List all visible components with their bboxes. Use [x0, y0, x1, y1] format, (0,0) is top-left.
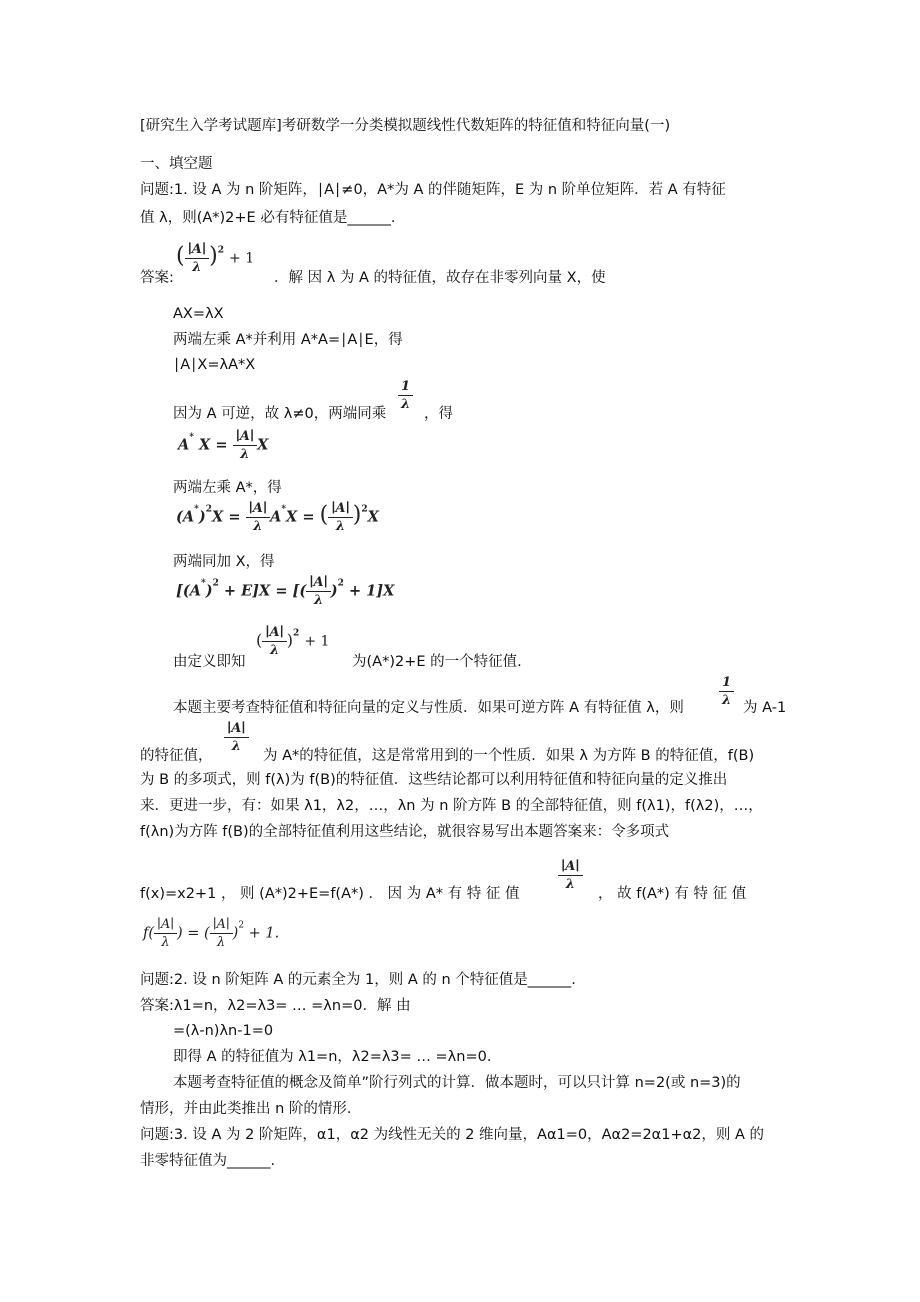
plus-one: + 1	[304, 633, 330, 650]
q1-answer-formula: ( $\frac{∣A∣}{\lambda}$ )$^2$ + 1	[176, 242, 255, 275]
one-over-lambda-2	[719, 676, 734, 707]
eq-part: + 1]X	[348, 582, 395, 600]
equation-bracket: $[(A^*)^2 + E]X$ = [( $\frac{∣A∣}{\lambda}$ )$^2$ + 1]X	[176, 575, 395, 608]
eq-part: [(A	[176, 582, 201, 600]
eq-part: + 1.	[248, 925, 280, 942]
frac-num: ∣A∣	[306, 576, 331, 592]
eq-part: ) = (	[177, 925, 210, 942]
q1-comment-2b: 为 A*的特征值，这是常常用到的一个性质．如果 λ 为方阵 B 的特征值，f(B)	[263, 748, 755, 764]
eq-part: =	[302, 508, 315, 526]
eq-part: A	[270, 508, 282, 526]
q2-comment-1: 本题考查特征值的概念及简单”阶行列式的计算．做本题时，可以只计算 n=2(或 n=3)的	[173, 1075, 741, 1091]
eq-part: (A	[176, 508, 195, 526]
frac-den: λ	[161, 935, 170, 950]
frac-num: ∣A∣	[233, 430, 258, 446]
eq-part: X	[367, 508, 379, 526]
frac-num: ∣A∣	[210, 918, 233, 934]
equation-ast-x: A* X = $\frac{∣A∣}{\lambda}$ X	[178, 429, 269, 462]
exponent: 2	[337, 578, 344, 589]
q1-step-2: 两端左乘 A*并利用 A*A=∣A∣E，得	[173, 332, 403, 348]
exponent: 2	[361, 504, 368, 515]
frac-den: λ	[400, 397, 411, 412]
q1-comment-3: 为 B 的多项式，则 f(λ)为 f(B)的特征值．这些结论都可以利用特征值和特征向量的定义推出	[140, 772, 728, 788]
frac-num: ∣A∣	[262, 626, 287, 642]
frac-den: λ	[313, 593, 324, 608]
q1-comment-5: f(λn)为方阵 f(B)的全部特征值利用这些结论，就很容易写出本题答案来：令多项式	[140, 824, 670, 840]
absA-over-lambda-2	[558, 860, 583, 891]
exponent: 2	[217, 245, 224, 256]
eq-part: A	[178, 436, 190, 454]
q1-comment-1b: 为 A-1	[743, 700, 787, 716]
section-heading: 一、填空题	[140, 156, 213, 172]
q1-step-7-post: 为(A*)2+E 的一个特征值.	[352, 654, 522, 670]
q3-text-line2: 非零特征值为______.	[140, 1153, 276, 1169]
eq-part: )	[330, 582, 338, 600]
eq-part: )	[198, 508, 206, 526]
q2-comment-2: 情形，并由此类推出 n 阶的情形.	[140, 1101, 352, 1117]
q1-step-3: ∣A∣X=λA*X	[173, 357, 256, 373]
exponent: 2	[205, 504, 212, 515]
exponent: 2	[293, 628, 300, 639]
frac-den: λ	[253, 519, 263, 534]
q1-step-7-pre: 由定义即知	[173, 654, 246, 670]
exponent: 2	[238, 920, 245, 931]
frac-num: ∣A∣	[328, 502, 353, 518]
frac-num: ∣A∣	[246, 502, 271, 518]
frac-den: λ	[335, 519, 346, 534]
q1-comment-1a: 本题主要考查特征值和特征向量的定义与性质．如果可逆方阵 A 有特征值 λ，则	[173, 700, 684, 716]
frac-den: λ	[240, 447, 250, 462]
eq-part: X =	[199, 436, 228, 454]
q1-comment-2a: 的特征值，	[140, 748, 213, 764]
q1-conclusion-formula: ( $\frac{∣A∣}{\lambda}$ )$^2$ + 1	[256, 625, 330, 658]
frac-den: λ	[192, 260, 202, 275]
frac-num: 1	[719, 676, 734, 692]
exponent: 2	[212, 578, 219, 589]
frac-den: λ	[217, 935, 226, 950]
equation-f	[143, 918, 279, 949]
q1-step-4: 因为 A 可逆，故 λ≠0，两端同乘	[173, 406, 387, 422]
eq-part: )	[205, 582, 213, 600]
q1-answer-label: 答案:	[140, 270, 174, 286]
q1-step-6: 两端同加 X，得	[173, 554, 275, 570]
absA-over-lambda-1	[224, 722, 249, 753]
q1-step-4-end: ，得	[424, 406, 453, 422]
eq-part: X	[211, 508, 224, 526]
frac-num: ∣A∣	[154, 918, 177, 934]
eq-part: X	[286, 508, 298, 526]
eq-part: X	[257, 436, 269, 454]
q1-text-line2: 值 λ，则(A*)2+E 必有特征值是______.	[140, 210, 396, 226]
frac-den: λ	[269, 643, 280, 658]
q1-text-line1: 问题:1. 设 A 为 n 阶矩阵，∣A∣≠0，A*为 A 的伴随矩阵，E 为 n 阶单位矩阵．若 A 有特征	[140, 182, 726, 198]
frac-num: 1	[398, 380, 413, 396]
q2-step-2: 即得 A 的特征值为 λ1=n，λ2=λ3= … =λn=0.	[173, 1049, 492, 1065]
frac-num: ∣A∣	[224, 722, 249, 738]
q1-comment-6a: f(x)=x2+1 ， 则 (A*)2+E=f(A*) ． 因 为 A* 有 特 征 值	[140, 886, 520, 902]
q2-step-1: =(λ-n)λn-1=0	[173, 1023, 274, 1039]
q2-answer: 答案:λ1=n，λ2=λ3= … =λn=0．解 由	[140, 998, 411, 1014]
q1-step-5: 两端左乘 A*，得	[173, 480, 282, 496]
q1-answer-text: ．解 因 λ 为 A 的特征值，故存在非零列向量 X，使	[274, 270, 606, 286]
page-title: [研究生入学考试题库]考研数学一分类模拟题线性代数矩阵的特征值和特征向量(一)	[140, 118, 671, 134]
q1-step-1: AX=λX	[173, 306, 224, 322]
q1-comment-6b: ， 故 f(A*) 有 特 征 值	[598, 886, 747, 902]
frac-den: λ	[721, 693, 732, 708]
eq-part: f(	[143, 925, 155, 942]
frac-den: λ	[565, 877, 575, 892]
frac-num: ∣A∣	[558, 860, 583, 876]
eq-part: =	[228, 508, 241, 526]
one-over-lambda-1	[398, 380, 413, 411]
frac-num: ∣A∣	[185, 243, 210, 259]
eq-part: + E]X = [(	[223, 582, 307, 600]
plus-one: + 1	[229, 250, 255, 267]
frac-den: λ	[231, 739, 241, 754]
q2-text: 问题:2. 设 n 阶矩阵 A 的元素全为 1，则 A 的 n 个特征值是______.	[140, 972, 576, 988]
eq-part: )	[232, 925, 239, 942]
q1-comment-4: 来．更进一步，有：如果 λ1，λ2，…，λn 为 n 阶方阵 B 的全部特征值，则 f(λ1)，f(λ2)，…，	[140, 798, 763, 814]
q3-text-line1: 问题:3. 设 A 为 2 阶矩阵，α1，α2 为线性无关的 2 维向量，Aα1=0，Aα2=2α1+α2，则 A 的	[140, 1127, 765, 1143]
equation-square: $(A^*)^2X$ = $\frac{∣A∣}{\lambda}$ A*X = ( $\frac{∣A∣}{\lambda}$ )$^2$X	[176, 501, 379, 534]
